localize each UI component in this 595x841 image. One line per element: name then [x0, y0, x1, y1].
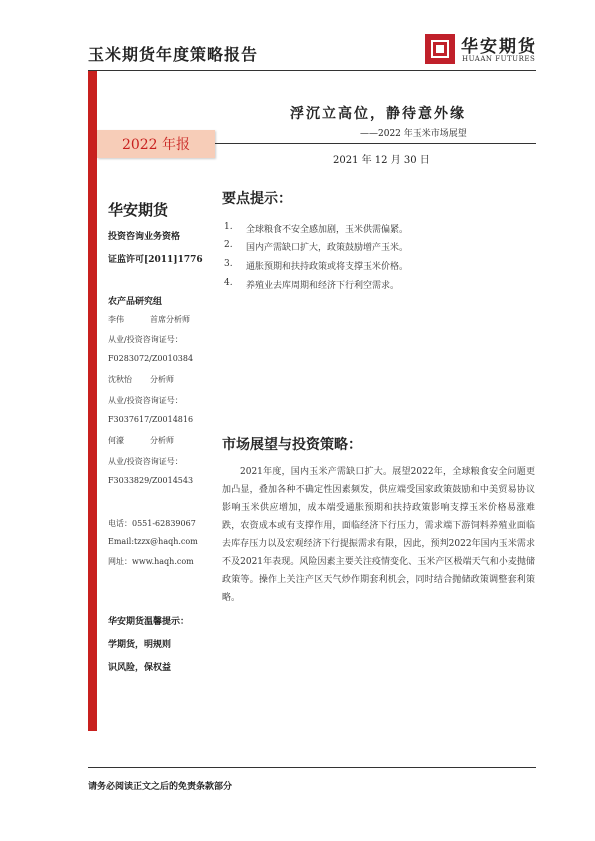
analyst-cert-label: 从业/投资咨询证号：: [108, 335, 183, 344]
analyst-cert: F3037617/Z0014816: [108, 415, 194, 424]
contact-website: 网址：www.haqh.com: [108, 557, 194, 566]
header-divider: [88, 70, 536, 71]
analyst-name: 沈秋怡: [108, 375, 132, 384]
report-subtitle: ——2022 年玉米市场展望: [360, 129, 467, 139]
analyst-role: 分析师: [150, 375, 174, 384]
tip-line-2: 识风险，保权益: [108, 663, 172, 673]
analyst-cert: F3033829/Z0014543: [108, 476, 194, 485]
analyst-name: 何濠: [108, 436, 124, 445]
key-point-text: 通胀预期和扶持政策或将支撑玉米价格。: [246, 262, 409, 272]
key-point-text: 全球粮食不安全感加剧，玉米供需偏紧。: [246, 225, 409, 235]
badge-label: 2022 年报: [121, 137, 191, 153]
report-date: 2021 年 12 月 30 日: [333, 155, 430, 166]
contact-email: Email:tzzx@haqh.com: [108, 537, 198, 546]
contact-phone: 电话：0551-62839067: [108, 519, 196, 528]
key-point-number: 1.: [224, 222, 233, 232]
analyst-cert-label: 从业/投资咨询证号：: [108, 457, 183, 466]
logo-english-name: HUAAN FUTURES: [462, 55, 536, 63]
key-point-text: 国内产需缺口扩大，政策鼓励增产玉米。: [246, 243, 409, 253]
analyst-cert: F0283072/Z0010384: [108, 354, 194, 363]
license-line-2: 证监许可[2011]1776: [108, 255, 203, 265]
document-title: 玉米期货年度策略报告: [88, 45, 259, 64]
analyst-role: 首席分析师: [150, 315, 190, 324]
footer-divider: [88, 767, 536, 768]
outlook-body: 2021年度，国内玉米产需缺口扩大。展望2022年，全球粮食安全问题更加凸显，叠加各种不确定性因素频发，供应端受国家政策鼓励和中美贸易协议影响玉米供应增加，成本端受通胀预期和扶持政策影响支撑玉米价格易涨难跌，农资成本或有支撑作用，面临经济下行压力，需求端下游饲料养殖业面临去库存压力以及宏观经济下行提振需求有限，因此，预判2022年国内玉米需求不及2021年表现。风险因素主要关注疫情变化、玉米产区极端天气和小麦抛储政策等。操作上关注产区天气炒作期套利机会，同时结合抛储政策调整套利策略。: [222, 467, 535, 603]
report-year-badge: [97, 130, 215, 158]
outlook-heading: 市场展望与投资策略：: [222, 437, 362, 453]
sidebar-company-name: 华安期货: [108, 201, 169, 219]
disclaimer-notice: 请务必阅读正文之后的免责条款部分: [88, 782, 233, 792]
tip-title: 华安期货温馨提示：: [108, 617, 190, 627]
key-point-text: 养殖业去库周期和经济下行利空需求。: [246, 281, 400, 291]
sidebar-accent-bar: [88, 71, 97, 731]
license-line-1: 投资咨询业务资格: [108, 232, 181, 242]
analyst-name: 李伟: [108, 315, 124, 324]
tip-line-1: 学期货，明规则: [108, 640, 172, 650]
title-divider: [215, 143, 536, 144]
analyst-cert-label: 从业/投资咨询证号：: [108, 396, 183, 405]
report-title: 浮沉立高位，静待意外缘: [290, 106, 466, 122]
key-point-number: 4.: [224, 278, 233, 288]
analyst-role: 分析师: [150, 436, 174, 445]
logo-chinese-name: 华安期货: [461, 37, 537, 57]
key-point-number: 3.: [224, 259, 233, 269]
key-point-number: 2.: [224, 240, 233, 250]
company-logo: [425, 34, 535, 68]
research-group: 农产品研究组: [108, 297, 163, 307]
logo-mark-icon: [425, 34, 455, 64]
key-points-heading: 要点提示：: [222, 191, 292, 207]
